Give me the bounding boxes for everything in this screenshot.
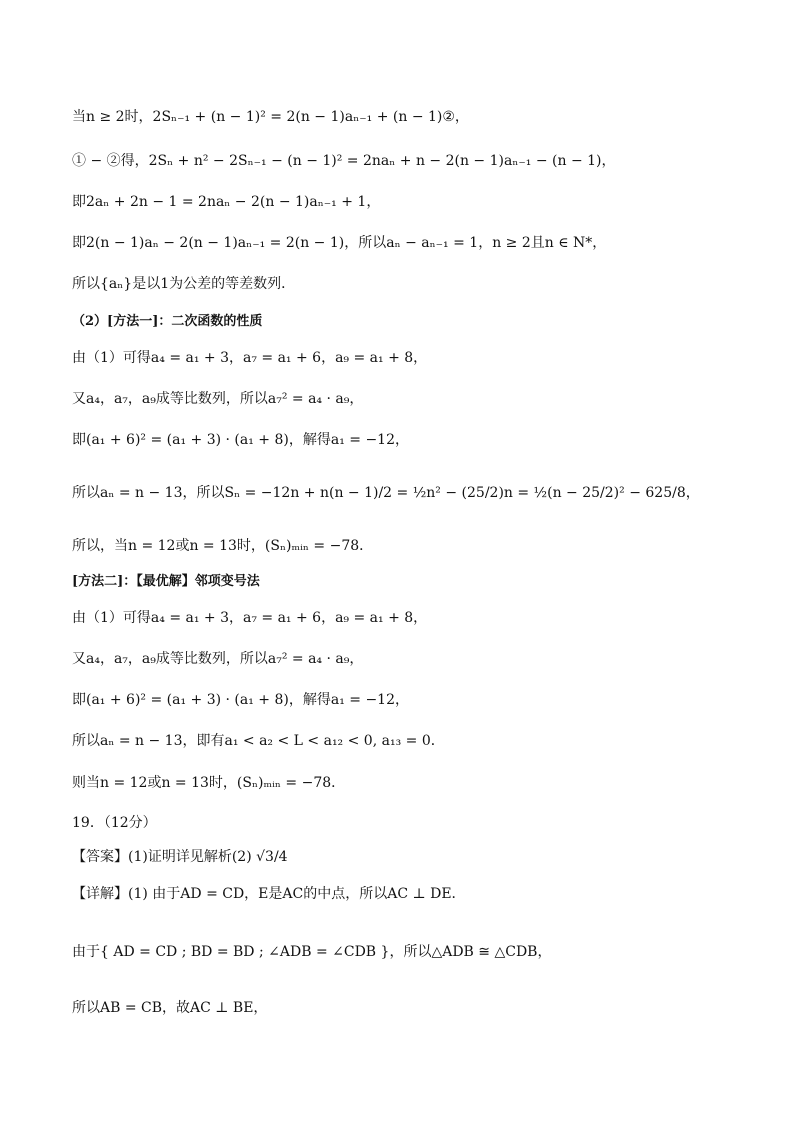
question-number: 19．（12分）: [72, 815, 157, 831]
text-line: 又a₄，a₇，a₉成等比数列，所以a₇² = a₄ · a₉，: [72, 391, 364, 407]
text-line: 所以AB = CB，故AC ⊥ BE，: [72, 1000, 268, 1016]
text-line: 即2(n − 1)aₙ − 2(n − 1)aₙ₋₁ = 2(n − 1)，所以aₙ − aₙ₋₁ = 1，n ≥ 2且n ∈ N*，: [72, 235, 607, 251]
text-line: 由于{ AD = CD ; BD = BD ; ∠ADB = ∠CDB }，所以△ADB ≅ △CDB，: [72, 944, 552, 960]
text-line: 即2aₙ + 2n − 1 = 2naₙ − 2(n − 1)aₙ₋₁ + 1，: [72, 194, 381, 210]
text-line: 所以{aₙ}是以1为公差的等差数列．: [72, 276, 296, 292]
text-line: 则当n = 12或n = 13时，(Sₙ)ₘᵢₙ = −78．: [72, 775, 346, 791]
text-line: 所以aₙ = n − 13，所以Sₙ = −12n + n(n − 1)/2 = ½n² − (25/2)n = ½(n − 25/2)² − 625/8，: [72, 485, 700, 501]
text-line: 当n ≥ 2时，2Sₙ₋₁ + (n − 1)² = 2(n − 1)aₙ₋₁ + (n − 1)②，: [72, 109, 469, 125]
text-line: 由（1）可得a₄ = a₁ + 3，a₇ = a₁ + 6，a₉ = a₁ + 8，: [72, 350, 428, 366]
answer-line: 【答案】(1)证明详见解析(2) √3/4: [72, 849, 288, 865]
text-line: 由（1）可得a₄ = a₁ + 3，a₇ = a₁ + 6，a₉ = a₁ + 8，: [72, 610, 428, 626]
text-line: 又a₄，a₇，a₉成等比数列，所以a₇² = a₄ · a₉，: [72, 651, 364, 667]
text-line: ① − ②得，2Sₙ + n² − 2Sₙ₋₁ − (n − 1)² = 2naₙ + n − 2(n − 1)aₙ₋₁ − (n − 1)，: [72, 153, 616, 169]
text-line: 所以，当n = 12或n = 13时，(Sₙ)ₘᵢₙ = −78．: [72, 538, 374, 554]
text-line: 即(a₁ + 6)² = (a₁ + 3) · (a₁ + 8)，解得a₁ = −12，: [72, 692, 409, 708]
detail-line: 【详解】(1) 由于AD = CD，E是AC的中点，所以AC ⊥ DE．: [72, 886, 466, 902]
text-line: 所以aₙ = n − 13，即有a₁ < a₂ < L < a₁₂ < 0, a₁₃ = 0．: [72, 733, 445, 749]
text-line: 即(a₁ + 6)² = (a₁ + 3) · (a₁ + 8)，解得a₁ = −12，: [72, 432, 409, 448]
section-heading: [方法二]：【最优解】邻项变号法: [72, 574, 260, 589]
section-heading: （2）[方法一]：二次函数的性质: [72, 314, 263, 329]
